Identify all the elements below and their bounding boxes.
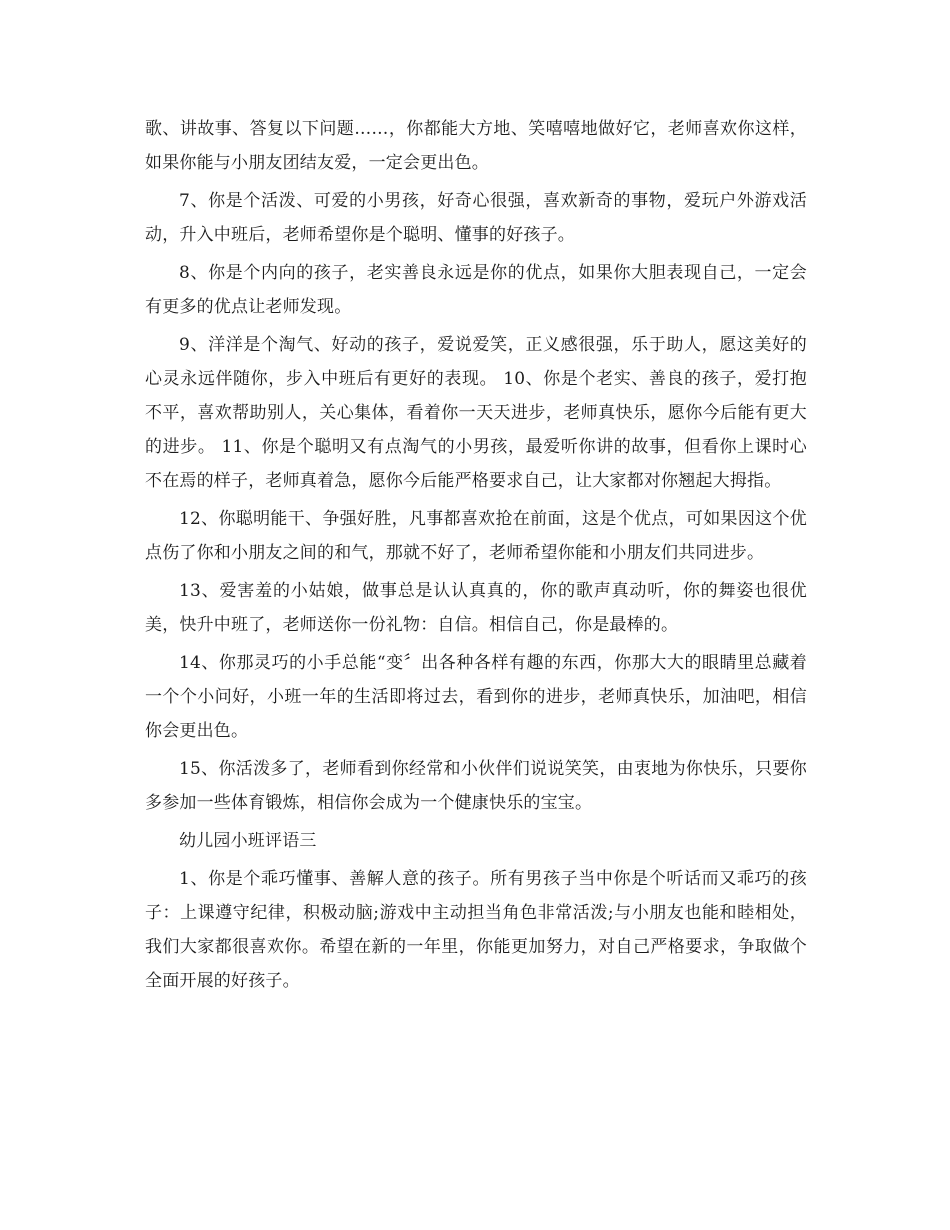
paragraph-7: 7、你是个活泼、可爱的小男孩，好奇心很强，喜欢新奇的事物，爱玩户外游戏活动，升入中班后，老师希望你是个聪明、懂事的好孩子。 (145, 191, 807, 245)
paragraph-13: 13、爱害羞的小姑娘，做事总是认认真真的，你的歌声真动听，你的舞姿也很优美，快升中班了，老师送你一份礼物：自信。相信自己，你是最棒的。 (145, 581, 807, 635)
section-paragraph-1: 1、你是个乖巧懂事、善解人意的孩子。所有男孩子当中你是个听话而又乖巧的孩子：上课遵守纪律，积极动脑;游戏中主动担当角色非常活泼;与小朋友也能和睦相处，我们大家都很喜欢你。希望在新的一年里，你能更加努力，对自己严格要求，争取做个全面开展的好孩子。 (145, 869, 807, 991)
paragraph-continuation: 歌、讲故事、答复以下问题……，你都能大方地、笑嘻嘻地做好它，老师喜欢你这样，如果你能与小朋友团结友爱，一定会更出色。 (145, 119, 807, 173)
paragraph-15: 15、你活泼多了，老师看到你经常和小伙伴们说说笑笑，由衷地为你快乐，只要你多参加一些体育锻炼，相信你会成为一个健康快乐的宝宝。 (145, 759, 807, 813)
document-body (145, 112, 807, 1002)
paragraph-14: 14、你那灵巧的小手总能“变〞出各种各样有趣的东西，你那大大的眼睛里总藏着一个个小问好，小班一年的生活即将过去，看到你的进步，老师真快乐，加油吧，相信你会更出色。 (145, 653, 807, 741)
paragraph-9-10-11: 9、洋洋是个淘气、好动的孩子，爱说爱笑，正义感很强，乐于助人，愿这美好的心灵永远伴随你，步入中班后有更好的表现。 10、你是个老实、善良的孩子，爱打抱不平，喜欢帮助别人，关心集体，看着你一天天进步，老师真快乐，愿你今后能有更大的进步。 11、你是个聪明又有点淘气的小男孩，最爱听你讲的故事，但看你上课时心不在焉的样子，老师真着急，愿你今后能严格要求自己，让大家都对你翘起大拇指。 (145, 335, 807, 491)
paragraph-12: 12、你聪明能干、争强好胜，凡事都喜欢抢在前面，这是个优点，可如果因这个优点伤了你和小朋友之间的和气，那就不好了，老师希望你能和小朋友们共同进步。 (145, 509, 807, 563)
section-heading: 幼儿园小班评语三 (179, 831, 317, 851)
paragraph-8: 8、你是个内向的孩子，老实善良永远是你的优点，如果你大胆表现自己，一定会有更多的优点让老师发现。 (145, 263, 807, 317)
